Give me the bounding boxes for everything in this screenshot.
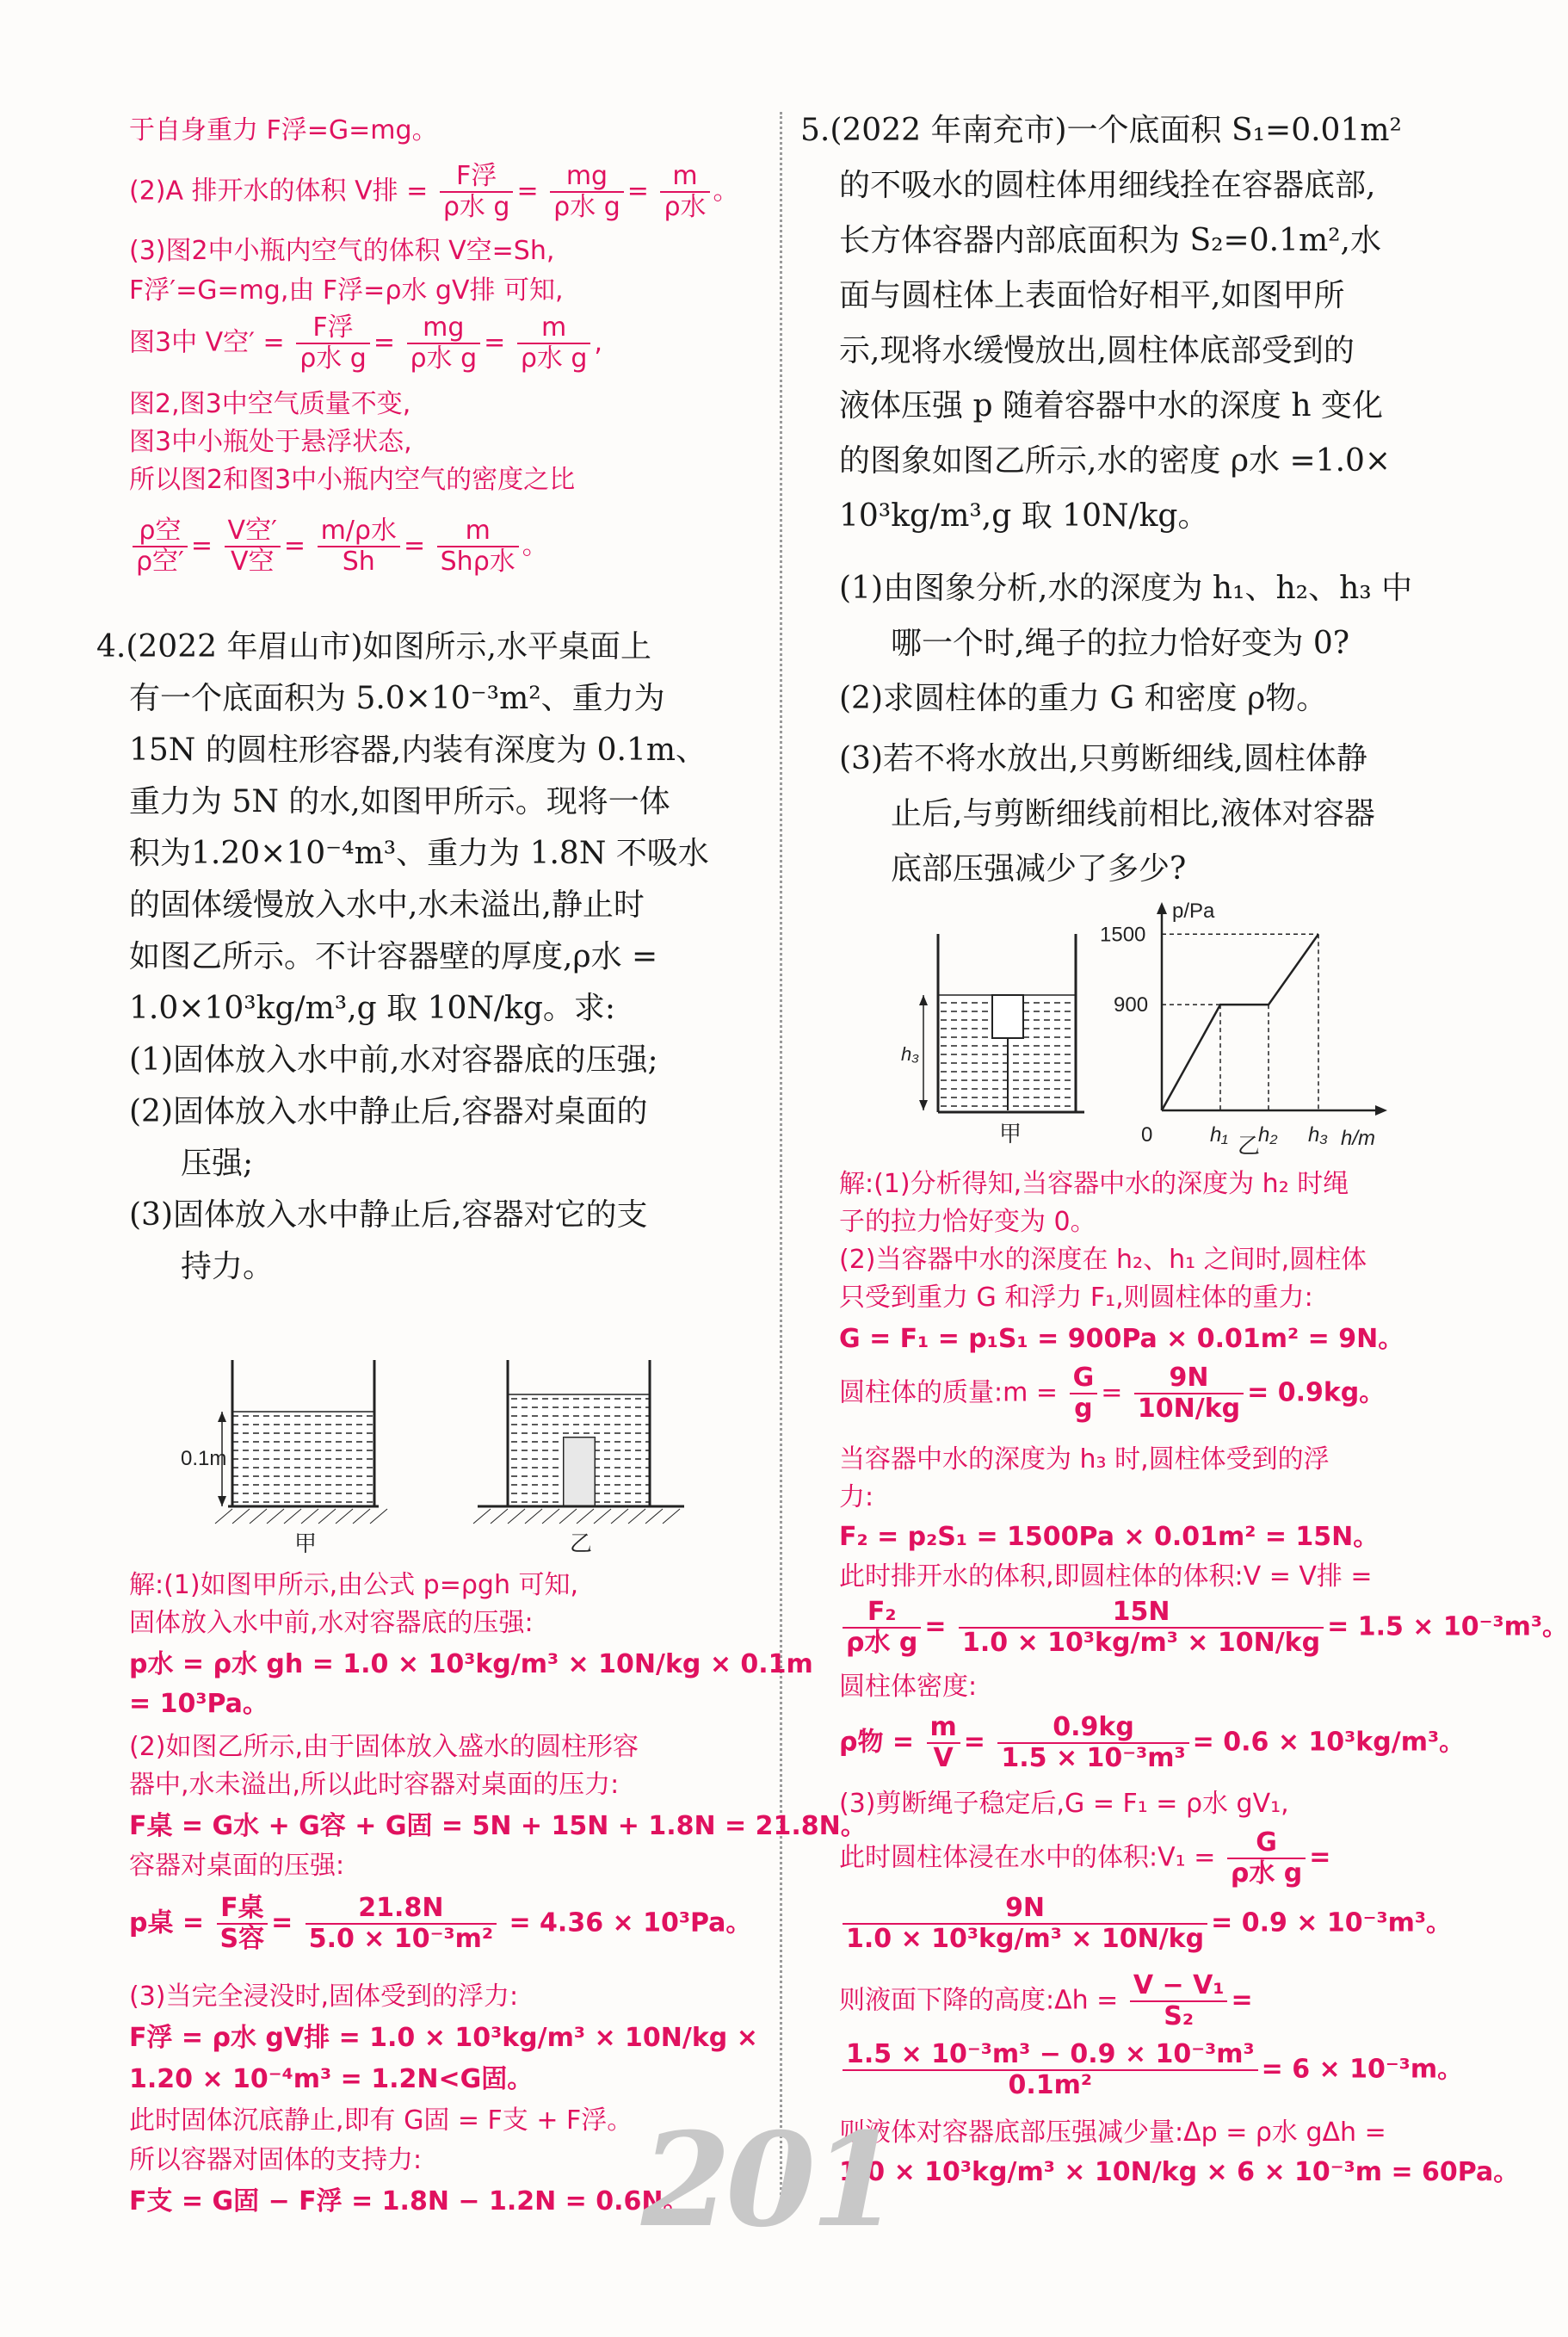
q4-figure <box>181 1351 697 1558</box>
solution3-line3: (3)图2中小瓶内空气的体积 V空=Sh, <box>129 236 555 266</box>
sol5-line8: 力: <box>839 1482 874 1512</box>
q4-sub3: (3)固体放入水中静止后,容器对它的支 <box>129 1197 648 1233</box>
column-divider <box>780 112 782 2221</box>
fig-caption-b: 乙 <box>570 1530 593 1556</box>
q5-sub3-cont1: 止后,与剪断细线前相比,液体对容器 <box>891 796 1375 832</box>
q5-line7: 的图象如图乙所示,水的密度 ρ水 =1.0× <box>839 443 1392 479</box>
sol4-line7: F桌 = G水 + G容 + G固 = 5N + 15N + 1.8N = 21.8N。 <box>129 1811 867 1841</box>
solution3-line4: F浮′=G=mg,由 F浮=ρ水 gV排 可知, <box>129 275 564 306</box>
q4-sub1: (1)固体放入水中前,水对容器底的压强; <box>129 1042 658 1078</box>
q5-pressure-graph <box>1093 895 1403 1159</box>
q4-line8: 1.0×10³kg/m³,g 取 10N/kg。求: <box>129 991 616 1026</box>
q5-line5: 示,现将水缓慢放出,圆柱体底部受到的 <box>839 333 1355 368</box>
q4-line6: 的固体缓慢放入水中,水未溢出,静止时 <box>129 887 645 923</box>
sol5-volume: $\frac{\text{F₂}}{\text{ρ水 g}}$ = $\frac{15N}{\text{1.0 × 10³kg/m³ × 10N/kg}}$ = 1.5 × 10⁻³m³。 <box>839 1598 1568 1658</box>
sol4-line13: 所以容器对固体的支持力: <box>129 2145 423 2175</box>
q4-line2: 有一个底面积为 5.0×10⁻³m²、重力为 <box>129 681 665 716</box>
q4-sub3-cont: 持力。 <box>181 1249 275 1284</box>
solution3-line2: (2)A 排开水的体积 V排 = $\frac{\text{F浮}}{\text{ρ水 g}}$ = $\frac{mg}{\text{ρ水 g}}$ = $\frac{m}{\text{ρ水}}$ 。 <box>129 161 739 222</box>
solution3-line6: 图2,图3中空气质量不变, <box>129 389 411 419</box>
sol5-v1: 此时圆柱体浸在水中的体积:V₁ = $\frac{G}{\text{ρ水 g}}$ = <box>839 1827 1331 1889</box>
sol4-line1: 解:(1)如图甲所示,由公式 p=ρgh 可知, <box>129 1570 579 1600</box>
sol4-line2: 固体放入水中前,水对容器底的压强: <box>129 1608 534 1638</box>
sol4-line10: F浮 = ρ水 gV排 = 1.0 × 10³kg/m³ × 10N/kg × <box>129 2023 758 2053</box>
q5-sub1-cont: 哪一个时,绳子的拉力恰好变为 0? <box>891 626 1350 661</box>
sol4-line11: 1.20 × 10⁻⁴m³ = 1.2N<G固。 <box>129 2064 534 2094</box>
y-axis-arrow <box>1157 902 1167 914</box>
y-axis-label: p/Pa <box>1172 900 1215 923</box>
sol4-pressure-formula: p桌 = $\frac{\text{F桌}}{\text{S容}}$ = $\frac{21.8N}{\text{5.0 × 10⁻³m²}}$ = 4.36 × 10³Pa。 <box>129 1893 752 1954</box>
y-tick-900: 900 <box>1114 993 1149 1017</box>
container-b <box>473 1360 684 1524</box>
depth-label: 0.1m <box>181 1447 227 1470</box>
sol5-line3: (2)当容器中水的深度在 h₂、h₁ 之间时,圆柱体 <box>839 1245 1367 1275</box>
solution3-line5: 图3中 V空′ = $\frac{\text{F浮}}{\text{ρ水 g}}$ = $\frac{mg}{\text{ρ水 g}}$ = $\frac{m}{\text{ρ水 g}}$ , <box>129 312 602 374</box>
sol4-line4: = 10³Pa。 <box>129 1689 269 1719</box>
sol5-line7: 当容器中水的深度为 h₃ 时,圆柱体受到的浮 <box>839 1444 1330 1475</box>
q5-line6: 液体压强 p 随着容器中水的深度 h 变化 <box>839 388 1384 424</box>
x-tick-h2: h₂ <box>1258 1123 1278 1147</box>
q5-line4: 面与圆柱体上表面恰好相平,如图甲所 <box>839 278 1345 313</box>
sol5-dh-result: $\frac{\text{1.5 × 10⁻³m³ − 0.9 × 10⁻³m³}}{\text{0.1m²}}$ = 6 × 10⁻³m。 <box>839 2040 1463 2100</box>
sol4-line5: (2)如图乙所示,由于固体放入盛水的圆柱形容 <box>129 1732 639 1762</box>
q5-sub1: (1)由图象分析,水的深度为 h₁、h₂、h₃ 中 <box>839 571 1413 606</box>
sol4-line14: F支 = G固 − F浮 = 1.8N − 1.2N = 0.6N。 <box>129 2186 689 2216</box>
sol5-v1-result: $\frac{9N}{\text{1.0 × 10³kg/m³ × 10N/kg}}$ = 0.9 × 10⁻³m³。 <box>839 1894 1452 1954</box>
solution3-density-ratio: $\frac{\text{ρ空}}{\text{ρ空′}}$ = $\frac{\text{V空′}}{\text{V空}}$ = $\frac{\text{m/ρ水}}{Sh}$ = $\frac{m}{\text{Shρ水}}$ 。 <box>129 516 548 577</box>
page-number: 201 <box>641 2105 896 2256</box>
sol5-line5: G = F₁ = p₁S₁ = 900Pa × 0.01m² = 9N。 <box>839 1324 1404 1354</box>
sol5-line4: 只受到重力 G 和浮力 F₁,则圆柱体的重力: <box>839 1283 1313 1313</box>
q5-line2: 的不吸水的圆柱体用细线拴在容器底部, <box>839 168 1376 203</box>
q5-sub3-cont2: 底部压强减少了多少? <box>891 851 1187 887</box>
fig-caption-a: 甲 <box>294 1530 318 1556</box>
q5-sub3: (3)若不将水放出,只剪断细线,圆柱体静 <box>839 741 1367 776</box>
sol5-line11: 圆柱体密度: <box>839 1672 978 1702</box>
q5-line1: 5.(2022 年南充市)一个底面积 S₁=0.01m² <box>800 113 1402 148</box>
sol5-line16: 1.0 × 10³kg/m³ × 10N/kg × 6 × 10⁻³m = 60Pa。 <box>839 2157 1520 2187</box>
sol5-line1: 解:(1)分析得知,当容器中水的深度为 h₂ 时绳 <box>839 1169 1349 1199</box>
sol5-line2: 子的拉力恰好变为 0。 <box>839 1207 1096 1237</box>
q4-line3: 15N 的圆柱形容器,内装有深度为 0.1m、 <box>129 733 707 768</box>
q5-sub2: (2)求圆柱体的重力 G 和密度 ρ物。 <box>839 681 1328 716</box>
q5-container-figure <box>899 921 1097 1153</box>
q4-sub2-cont: 压强; <box>181 1146 254 1181</box>
container-a <box>215 1360 387 1524</box>
q4-line5: 积为1.20×10⁻⁴m³、重力为 1.8N 不吸水 <box>129 836 709 871</box>
q5-line3: 长方体容器内部底面积为 S₂=0.1m²,水 <box>839 223 1381 258</box>
q5-caption-a: 甲 <box>999 1121 1022 1147</box>
sol4-line8: 容器对桌面的压强: <box>129 1851 345 1881</box>
pressure-curve <box>1162 934 1318 1110</box>
solution3-line7: 图3中小瓶处于悬浮状态, <box>129 427 412 457</box>
x-tick-h3: h₃ <box>1308 1123 1328 1147</box>
q5-caption-b: 乙 <box>1238 1133 1261 1159</box>
sol4-line3: p水 = ρ水 gh = 1.0 × 10³kg/m³ × 10N/kg × 0.1m <box>129 1649 813 1679</box>
sol5-dh: 则液面下降的高度:Δh = $\frac{\text{V − V₁}}{\text{S₂}}$ = <box>839 1970 1253 2031</box>
q4-line7: 如图乙所示。不计容器壁的厚度,ρ水 = <box>129 939 658 974</box>
q5-line8: 10³kg/m³,g 取 10N/kg。 <box>839 498 1209 534</box>
sol4-line6: 器中,水未溢出,所以此时容器对桌面的压力: <box>129 1770 620 1800</box>
sol5-line15: 则液体对容器底部压强减少量:Δp = ρ水 gΔh = <box>839 2118 1386 2148</box>
sol4-line12: 此时固体沉底静止,即有 G固 = F支 + F浮。 <box>129 2105 633 2136</box>
sol5-line13: (3)剪断绳子稳定后,G = F₁ = ρ水 gV₁, <box>839 1789 1289 1819</box>
sol5-line10: 此时排开水的体积,即圆柱体的体积:V = V排 = <box>839 1561 1373 1592</box>
origin-label: 0 <box>1141 1123 1153 1147</box>
q4-sub2: (2)固体放入水中静止后,容器对桌面的 <box>129 1094 648 1129</box>
solution3-line1: 于自身重力 F浮=G=mg。 <box>129 115 438 145</box>
x-tick-h1: h₁ <box>1210 1123 1228 1147</box>
solution3-line8: 所以图2和图3中小瓶内空气的密度之比 <box>129 465 576 495</box>
h3-label: h₃ <box>901 1043 919 1065</box>
x-axis-arrow <box>1375 1105 1387 1116</box>
sol5-line9: F₂ = p₂S₁ = 1500Pa × 0.01m² = 15N。 <box>839 1522 1380 1552</box>
q4-line1: 4.(2022 年眉山市)如图所示,水平桌面上 <box>96 629 651 665</box>
q4-line4: 重力为 5N 的水,如图甲所示。现将一体 <box>129 784 670 819</box>
sol5-density: ρ物 = $\frac{m}{V}$ = $\frac{0.9kg}{\text{1.5 × 10⁻³m³}}$ = 0.6 × 10³kg/m³。 <box>839 1712 1466 1773</box>
x-axis-label: h/m <box>1341 1127 1376 1150</box>
sol4-line9: (3)当完全浸没时,固体受到的浮力: <box>129 1982 519 2012</box>
sol5-mass: 圆柱体的质量:m = $\frac{G}{g}$ = $\frac{9N}{10N/kg}$ = 0.9kg。 <box>839 1363 1386 1424</box>
y-tick-1500: 1500 <box>1100 923 1146 947</box>
